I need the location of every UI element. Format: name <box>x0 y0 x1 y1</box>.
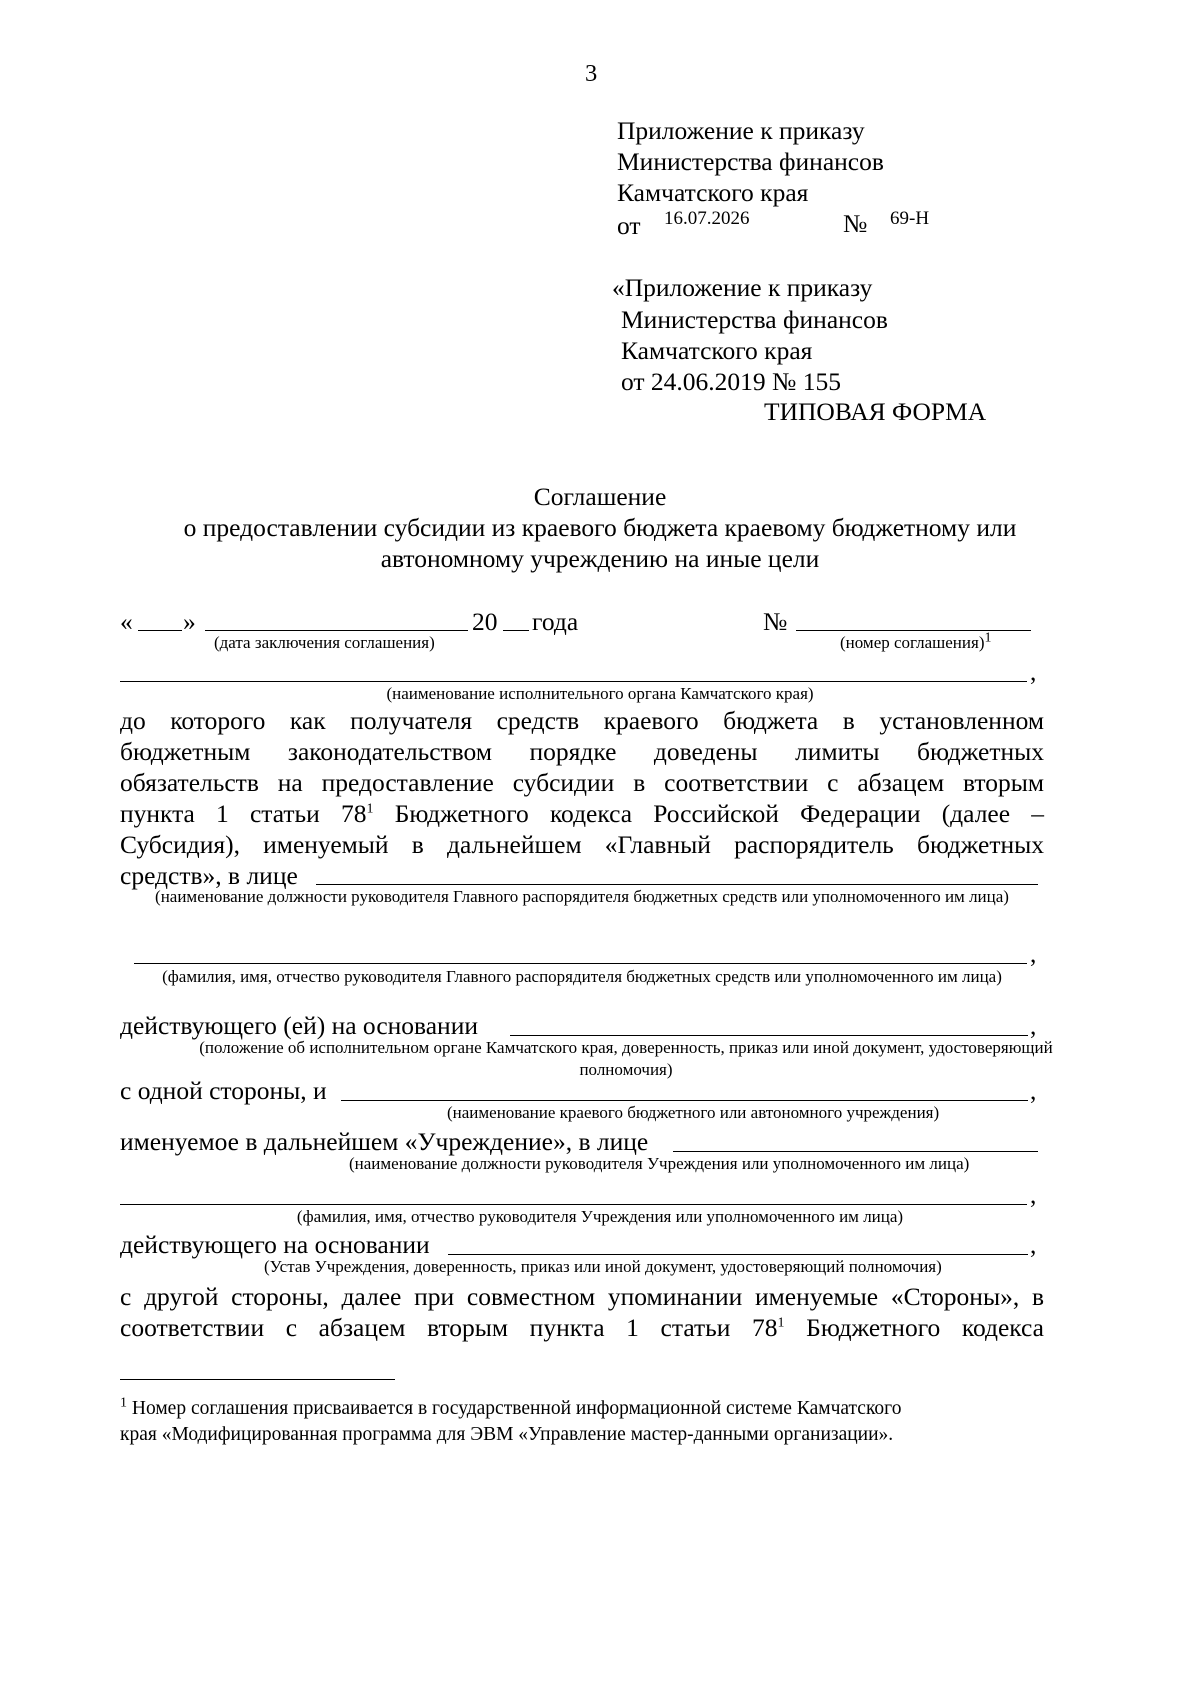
appendix-new-line2: Министерства финансов <box>617 147 884 176</box>
comma: , <box>1030 657 1037 686</box>
document-subtitle-line1: о предоставлении субсидии из краевого бюджета краевому бюджетному или <box>183 513 1017 542</box>
named-institution-label: именуемое в дальнейшем «Учреждение», в лице <box>120 1127 649 1156</box>
open-quote: « <box>120 607 133 636</box>
appendix-old-line3: Камчатского края <box>621 336 813 365</box>
form-type-label: ТИПОВАЯ ФОРМА <box>764 397 987 426</box>
basis-document-blank-2[interactable] <box>448 1254 1028 1255</box>
one-side-label: с одной стороны, и <box>120 1076 327 1105</box>
paragraph-2-line2: соответствии с абзацем вторым пункта 1 статьи $78^1$ Бюджетного кодекса <box>120 1313 1044 1342</box>
caption-executive-organ: (наименование исполнительного органа Камчатского края) <box>386 684 814 703</box>
head-fio-blank[interactable] <box>134 963 1027 964</box>
paragraph-1-line2: бюджетным законодательством порядке доведены лимиты бюджетных <box>120 737 1044 766</box>
institution-head-position-blank[interactable] <box>673 1151 1038 1152</box>
caption-head-fio: (фамилия, имя, отчество руководителя Главного распорядителя бюджетных средств или уполномоченного им лица) <box>162 967 1002 986</box>
caption-basis-1: (положение об исполнительном органе Камчатского края, доверенность, приказ или иной документ, удостоверяющий полномочия) <box>199 1038 1053 1079</box>
paragraph-1-line5: Субсидия), именуемый в дальнейшем «Главный распорядитель бюджетных <box>120 830 1044 859</box>
footnote-line2: края «Модифицированная программа для ЭВМ «Управление мастер-данными организации». <box>120 1424 894 1445</box>
document-title: Соглашение <box>533 482 667 511</box>
caption-institution: (наименование краевого бюджетного или автономного учреждения) <box>447 1103 940 1122</box>
superscript-1: 1 <box>777 1315 785 1331</box>
paragraph-1-line3: обязательств на предоставление субсидии в соответствии с абзацем вторым <box>120 768 1044 797</box>
number-caption: (номер соглашения)$^1$ <box>840 630 992 652</box>
footnote-mark: 1 <box>120 1395 127 1411</box>
date-caption: (дата заключения соглашения) <box>214 633 435 652</box>
year-prefix: 20 <box>472 607 498 636</box>
appendix-old-line1: «Приложение к приказу <box>612 273 873 302</box>
appendix-new-line1: Приложение к приказу <box>617 116 865 145</box>
page-number: 3 <box>585 60 598 87</box>
month-blank[interactable] <box>205 630 468 631</box>
footnote-line1: $^1$ Номер соглашения присваивается в государственной информационной системе Камчатского <box>120 1395 902 1419</box>
appendix-new-line3: Камчатского края <box>617 178 809 207</box>
footnote-separator <box>120 1379 395 1380</box>
appendix-old-line2: Министерства финансов <box>621 305 888 334</box>
caption-basis-2: (Устав Учреждения, доверенность, приказ или иной документ, удостоверяющий полномочия) <box>264 1257 942 1276</box>
acting-basis-label-1: действующего (ей) на основании <box>120 1011 478 1040</box>
caption-institution-fio: (фамилия, имя, отчество руководителя Учреждения или уполномоченного им лица) <box>296 1207 904 1226</box>
appendix-new-number: 69-Н <box>890 208 930 229</box>
appendix-old-line4: от 24.06.2019 № 155 <box>621 367 842 396</box>
executive-organ-blank[interactable] <box>120 681 1027 682</box>
caption-institution-position: (наименование должности руководителя Учреждения или уполномоченного им лица) <box>349 1154 970 1173</box>
comma: , <box>1030 1180 1037 1209</box>
appendix-new-number-label: № <box>843 209 868 238</box>
head-position-blank[interactable] <box>316 884 1038 885</box>
year-blank[interactable] <box>503 630 529 631</box>
document-subtitle-line2: автономному учреждению на иные цели <box>380 544 820 573</box>
paragraph-2-line1: с другой стороны, далее при совместном упоминании именуемые «Стороны», в <box>120 1282 1044 1311</box>
acting-basis-label-2: действующего на основании <box>120 1230 430 1259</box>
appendix-new-from-label: от <box>617 211 641 240</box>
comma: , <box>1030 1230 1037 1259</box>
basis-document-blank-1[interactable] <box>510 1035 1028 1036</box>
agreement-number-blank[interactable] <box>796 630 1031 631</box>
footnote-ref: 1 <box>984 630 992 646</box>
day-blank[interactable] <box>138 630 182 631</box>
close-quote: » <box>183 607 196 636</box>
paragraph-1-line6: средств», в лице <box>120 861 298 890</box>
caption-head-position: (наименование должности руководителя Главного распорядителя бюджетных средств или уполномоченного им лица) <box>155 887 1009 906</box>
comma: , <box>1030 1011 1037 1040</box>
institution-blank[interactable] <box>341 1100 1028 1101</box>
comma: , <box>1030 1076 1037 1105</box>
paragraph-1-line1: до которого как получателя средств краевого бюджета в установленном <box>120 706 1044 735</box>
comma: , <box>1030 939 1037 968</box>
paragraph-1-line4: пункта 1 статьи $78^1$ Бюджетного кодекса Российской Федерации (далее – <box>120 799 1044 828</box>
superscript-1: 1 <box>366 801 374 817</box>
institution-head-fio-blank[interactable] <box>120 1204 1027 1205</box>
year-suffix: года <box>532 607 579 636</box>
appendix-new-date: 16.07.2026 <box>664 208 750 229</box>
number-sign: № <box>763 607 788 636</box>
